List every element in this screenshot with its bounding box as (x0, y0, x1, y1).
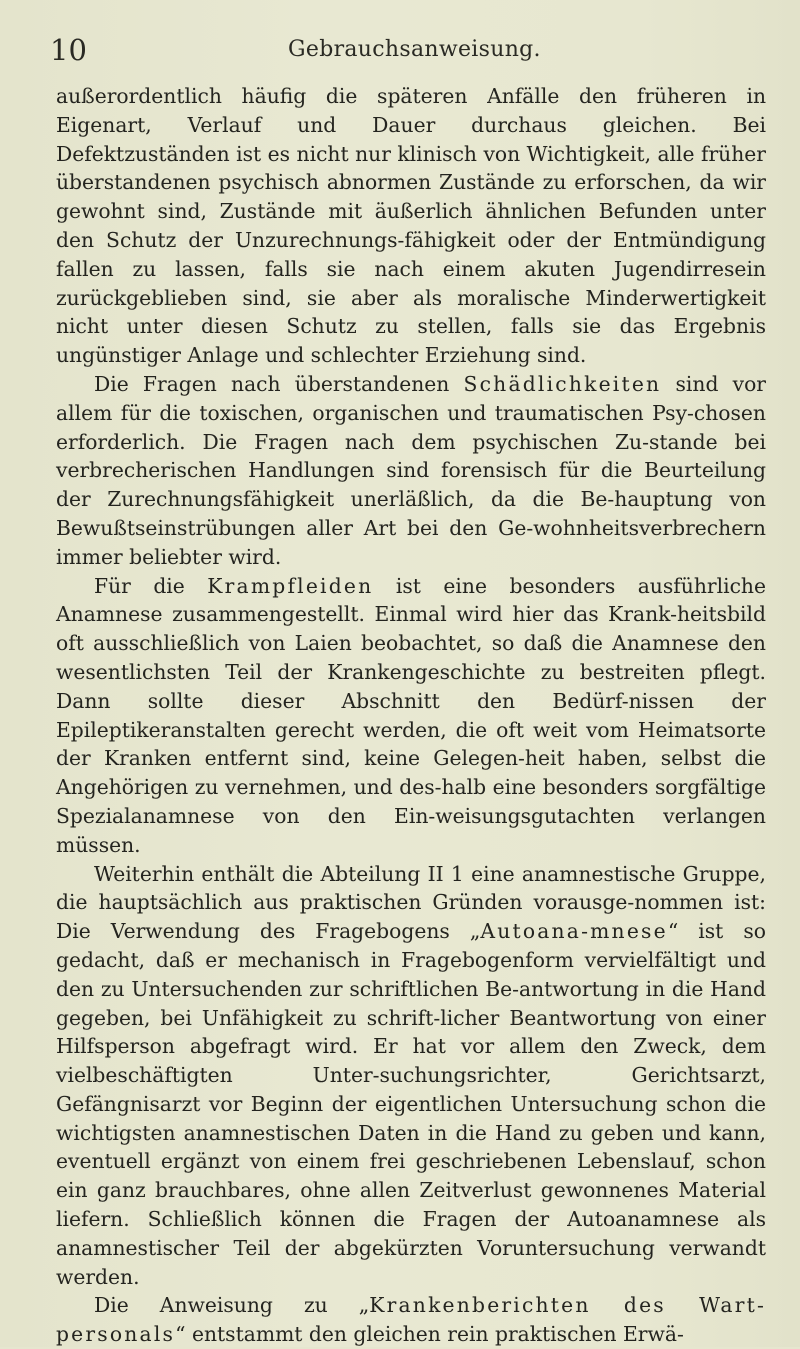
emphasis-krampfleiden: Krampfleiden (207, 573, 374, 598)
page-number: 10 (50, 33, 87, 67)
page-header (50, 30, 760, 70)
paragraph-schaedlichkeiten: Die Fragen nach überstandenen Schädlichkeiten sind vor allem für die toxischen, organischen und traumatischen Psy-chosen erforderlich. Die Fragen nach dem psychischen Zu-stande bei verbrecherischen Handlungen sind forensisch für die Beurteilung der Zurechnungsfähigkeit unerläßlich, da die Be-hauptung von Bewußtseinstrübungen aller Art bei den Ge-wohnheitsverbrechern immer beliebter wird. (56, 371, 766, 569)
paragraph-autoanamnese: Weiterhin enthält die Abteilung II 1 eine anamnestische Gruppe, die hauptsächlich aus praktischen Gründen vorausge-nommen ist: Die Verwendung des Fragebogens „Autoana-mnese“ ist so gedacht, daß er mechanisch in Fragebogenform vervielfältigt und den zu Untersuchenden zur schriftlichen Be-antwortung in die Hand gegeben, bei Unfähigkeit zu schrift-licher Beantwortung von einer Hilfsperson abgefragt wird. Er hat vor allem den Zweck, dem vielbeschäftigten Unter-suchungsrichter, Gerichtsarzt, Gefängnisarzt vor Beginn der eigentlichen Untersuchung schon die wichtigsten anamnestischen Daten in die Hand zu geben und kann, eventuell ergänzt von einem frei geschriebenen Lebenslauf, schon ein ganz brauchbares, ohne allen Zeitverlust gewonnenes Material liefern. Schließlich können die Fragen der Autoanamnese als anamnestischer Teil der abgekürzten Voruntersuchung verwandt werden. (56, 861, 766, 1289)
running-head: Gebrauchsanweisung. (288, 37, 541, 62)
paragraph-krampfleiden: Für die Krampfleiden ist eine besonders ausführliche Anamnese zusammengestellt. Einmal wird hier das Krank-heitsbild oft ausschließlich von Laien beobachtet, so daß die Anamnese den wesentlichsten Teil der Krankengeschichte zu bestreiten pflegt. Dann sollte dieser Abschnitt den Bedürf-nissen der Epileptikeranstalten gerecht werden, die oft weit vom Heimatsorte der Kranken entfernt sind, keine Gelegen-heit haben, selbst die Angehörigen zu vernehmen, und des-halb eine besonders sorgfältige Spezialanamnese von den Ein-weisungsgutachten verlangen müssen. (56, 573, 766, 857)
emphasis-schaedlichkeiten: Schädlichkeiten (463, 371, 662, 396)
paragraph-defektzustaende: außerordentlich häufig die späteren Anfälle den früheren in Eigenart, Verlauf und Dauer durchaus gleichen. Bei Defektzuständen ist es nicht nur klinisch von Wichtigkeit, alle früher überstandenen psychisch abnormen Zustände zu erforschen, da wir gewohnt sind, Zustände mit äußerlich ähnlichen Befunden unter den Schutz der Unzurechnungs-fähigkeit oder der Entmündigung fallen zu lassen, falls sie nach einem akuten Jugendirresein zurückgeblieben sind, sie aber als moralische Minderwertigkeit nicht unter diesen Schutz zu stellen, falls sie das Ergebnis ungünstiger Anlage und schlechter Erziehung sind. (56, 84, 766, 368)
paragraph-krankenberichte: Die Anweisung zu „Krankenberichten des Wart-personals“ entstammt den gleichen rein praktischen Erwä- (56, 1293, 767, 1347)
emphasis-krankenberichte: Krankenberichten des Wart-personals (56, 1293, 767, 1347)
emphasis-autoanamnese: Autoana-mnese (480, 919, 668, 944)
body-text (56, 82, 766, 1349)
